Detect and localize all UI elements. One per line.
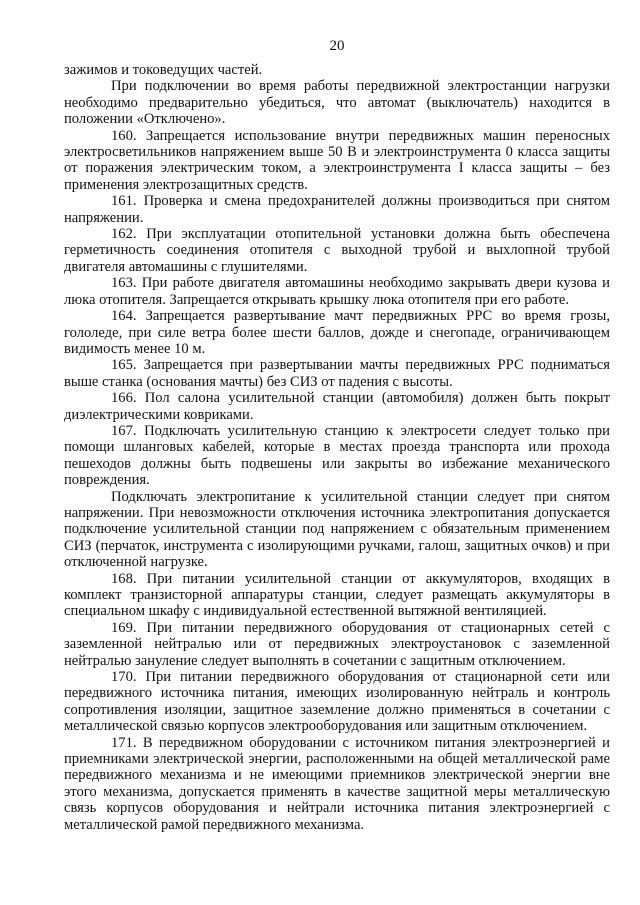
paragraph-160: 160. Запрещается использование внутри передвижных машин переносных электросветильников напряжением выше 50 В и электроинструмента 0 класса защиты от поражения электрическим током, а электроинструмента I класса защиты – без применения электрозащитных средств. [64,127,610,193]
paragraph-159-continued: При подключении во время работы передвижной электростанции нагрузки необходимо предварительно убедиться, что автомат (выключатель) находится в положении «Отключено». [64,78,610,128]
paragraph-171: 171. В передвижном оборудовании с источником питания электроэнергией и приемниками электрической энергии, расположенными на общей металлической раме передвижного механизма и не имеющими приемников электрической энергии вне этого механизма, допускается применять в качестве защитной меры металлическую связь корпусов оборудования и нейтрали источника питания электроэнергией с металлической рамой передвижного механизма. [64,734,610,833]
paragraph-161: 161. Проверка и смена предохранителей должны производиться при снятом напряжении. [64,193,610,226]
paragraph-167: 167. Подключать усилительную станцию к электросети следует только при помощи шланговых кабелей, которые в местах проезда транспорта или прохода пешеходов должны быть подвешены или закрыты во избежание механического повреждения. [64,422,610,489]
paragraph-163: 163. При работе двигателя автомашины необходимо закрывать двери кузова и люка отопителя. Запрещается открывать крышку люка отопителя при его работе. [64,275,610,308]
paragraph-169: 169. При питании передвижного оборудования от стационарных сетей с заземленной нейтралью или от передвижных электроустановок с заземленной нейтралью зануление следует выполнять в сочетании с защитным отключением. [64,619,610,669]
document-page [64,36,610,833]
paragraph-168: 168. При питании усилительной станции от аккумуляторов, входящих в комплект транзисторной аппаратуры станции, следует размещать аккумуляторы в специальном шкафу с индивидуальной естественной вытяжной вентиляцией. [64,570,610,620]
paragraph-167-continued: Подключать электропитание к усилительной станции следует при снятом напряжении. При невозможности отключения источника электропитания допускается подключение усилительной станции под напряжением с обязательным применением СИЗ (перчаток, инструмента с изолирующими ручками, галош, защитных очков) и при отключенной нагрузке. [64,488,610,571]
paragraph-165: 165. Запрещается при развертывании мачты передвижных РРС подниматься выше станка (основания мачты) без СИЗ от падения с высоты. [64,357,610,390]
paragraph-164: 164. Запрещается развертывание мачт передвижных РРС во время грозы, гололеде, при силе ветра более шести баллов, дожде и снегопаде, ограничивающем видимость менее 10 м. [64,308,610,357]
page-number: 20 [329,38,345,54]
paragraph-170: 170. При питании передвижного оборудования от стационарной сети или передвижного источника питания, имеющих изолированную нейтраль и контроль сопротивления изоляции, защитное заземление должно применяться в сочетании с металлической связью корпусов электрооборудования или защитным отключением. [64,669,610,735]
paragraph-166: 166. Пол салона усилительной станции (автомобиля) должен быть покрыт диэлектрическими ковриками. [64,390,610,423]
paragraph-continuation: зажимов и токоведущих частей. [64,62,263,78]
paragraph-162: 162. При эксплуатации отопительной установки должна быть обеспечена герметичность соединения отопителя с выходной трубой и выхлопной трубой двигателя автомашины с глушителями. [64,226,610,275]
